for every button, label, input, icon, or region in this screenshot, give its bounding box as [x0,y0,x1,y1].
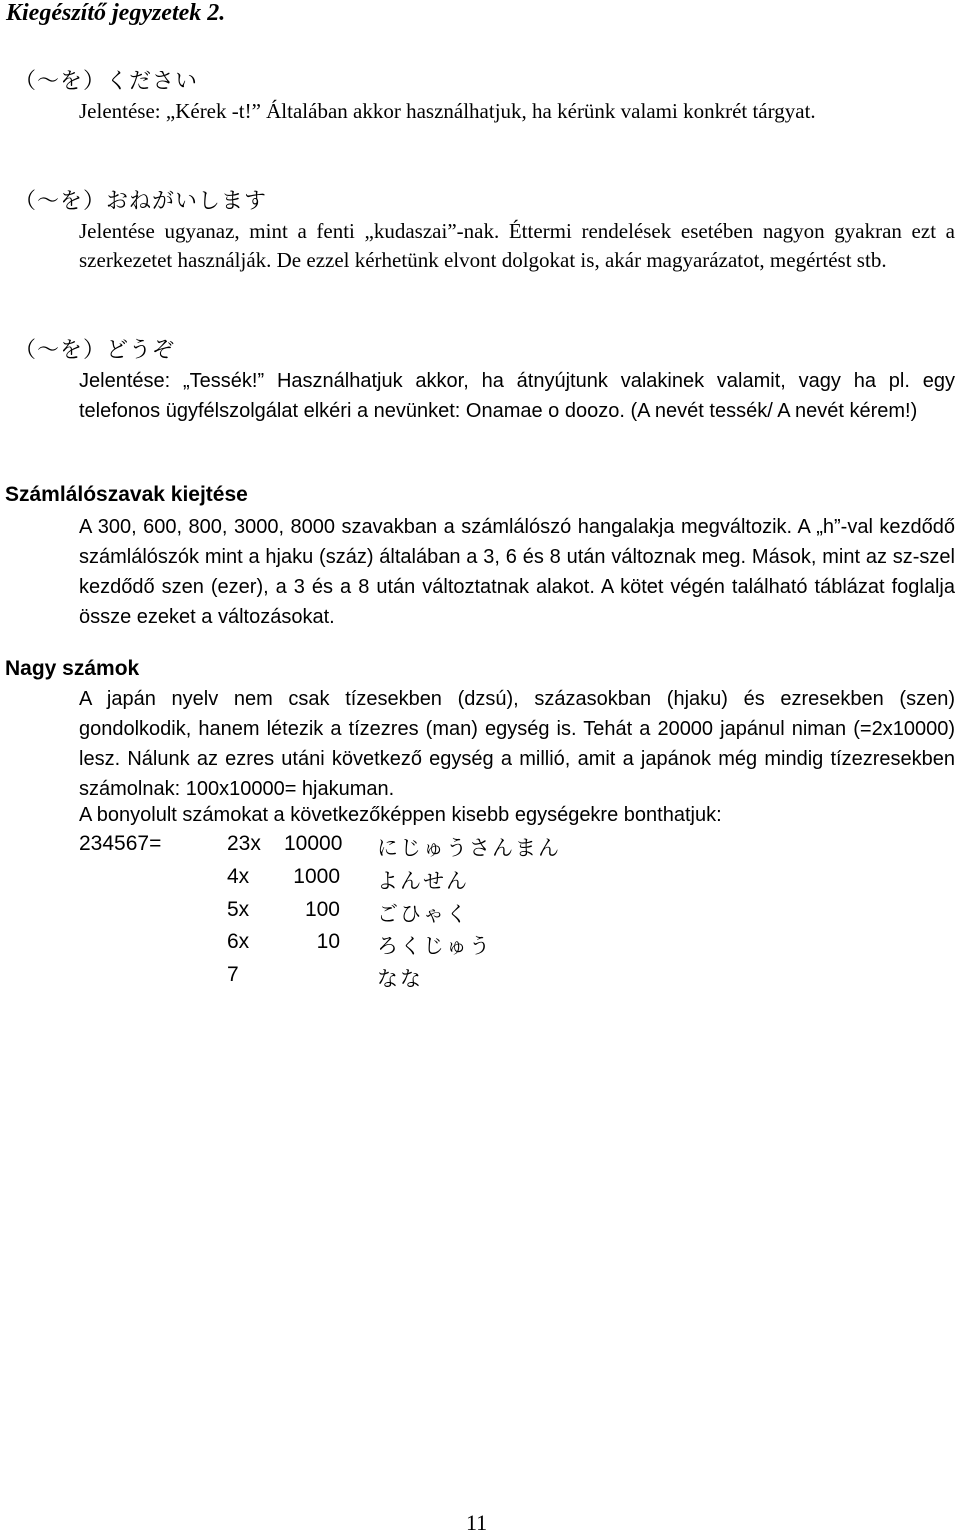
big-numbers-paragraph: A japán nyelv nem csak tízesekben (dzsú), százasokban (hjaku) és ezresekben (szen) gondolkodik, hanem létezik a tízezres (man) egység is. Tehát a 20000 japánul niman (=2x10000) lesz. Nálunk az ezres utáni következő egység a millió, amit a japánok még mindig tízezresekben számolnak: 100x10000= hjakuman. [79,688,955,800]
section-paragraph-onegaishimasu: Jelentése ugyanaz, mint a fenti „kudaszai”-nak. Éttermi rendelések esetében nagyon gyakran ezt a szerkezetet használják. De ezzel kérhetünk elvont dolgokat is, akár magyarázatot, megértést stb. [79,219,955,272]
breakdown-multiplier: 5x [227,898,250,921]
section-paragraph-kudasai: Jelentése: „Kérek -t!” Általában akkor használhatjuk, ha kérünk valami konkrét tárgyat. [79,99,816,123]
breakdown-japanese: なな [377,967,423,991]
breakdown-japanese: ごひゃく [377,902,469,926]
counter-section-paragraph: A 300, 600, 800, 3000, 8000 szavakban a számlálószó hangalakja megváltozik. A „h”-val kezdődő számlálószók mint a hjaku (száz) általában a 3, 6 és 8 után változnak meg. Mások, mint az sz-szel kezdődő szen (ezer), a 3 és a 8 után változtatnak alakot. A kötet végén található táblázat foglalja össze ezeket a változásokat. [79,516,955,628]
breakdown-multiplier: 7 [227,963,239,986]
big-numbers-heading: Nagy számok [5,657,140,680]
breakdown-unit: 100 [304,898,340,921]
section-paragraph-douzo: Jelentése: „Tessék!” Használhatjuk akkor, ha átnyújtunk valakinek valamit, vagy ha pl. egy telefonos ügyfélszolgálat elkéri a nevünket: Onamae o doozo. (A nevét tessék/ A nevét kérem!) [79,370,955,422]
breakdown-japanese: ろくじゅう [377,934,492,958]
page-number: 11 [466,1510,488,1535]
breakdown-unit: 10000 [284,832,343,855]
breakdown-total: 234567= [79,832,162,855]
breakdown-multiplier: 23x [227,832,261,855]
breakdown-multiplier: 4x [227,865,250,888]
breakdown-row [79,930,779,962]
breakdown-unit: 1000 [293,865,340,888]
breakdown-multiplier: 6x [227,930,250,953]
breakdown-unit: 10 [316,930,340,953]
section-heading-onegaishimasu: （～を）おねがいします [14,189,268,214]
breakdown-japanese: にじゅうさんまん [377,836,561,860]
breakdown-row [79,898,779,930]
page-title: Kiegészítő jegyzetek 2. [6,0,226,26]
section-heading-douzo: （～を）どうぞ [14,338,176,363]
counter-section-heading: Számlálószavak kiejtése [5,483,248,506]
big-numbers-intro: A bonyolult számokat a következőképpen kisebb egységekre bonthatjuk: [79,804,722,826]
section-heading-kudasai: （～を）ください [14,69,199,94]
breakdown-row [79,865,779,897]
breakdown-japanese: よんせん [377,869,469,893]
breakdown-row [79,832,779,864]
breakdown-row [79,963,779,995]
